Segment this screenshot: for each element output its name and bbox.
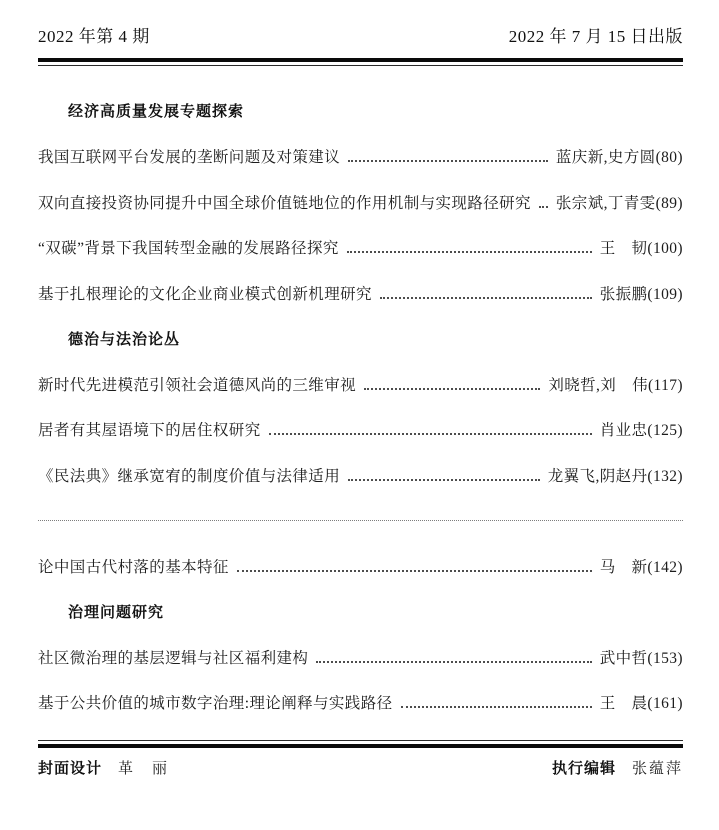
executive-editor-label: 执行编辑 [551,760,616,777]
toc-entry [38,225,683,271]
dot-leader [267,407,594,453]
toc-list [38,88,683,725]
dot-leader [378,270,594,316]
article-title: 双向直接投资协同提升中国全球价值链地位的作用机制与实现路径研究 [38,194,531,212]
toc-entry [38,407,683,453]
article-title: “双碳”背景下我国转型金融的发展路径探究 [38,240,339,258]
article-authors-page: 马 新(142) [599,558,683,576]
toc-entry [38,179,683,225]
article-authors-page: 王 韧(100) [599,240,683,258]
article-authors-page: 龙翼飞,阴赵丹(132) [547,467,683,485]
cover-design-name: 革 丽 [118,761,170,777]
article-authors-page: 肖业忠(125) [599,422,683,440]
article-authors-page: 刘晓哲,刘 伟(117) [548,376,683,394]
divider-dotted-line [38,520,683,521]
article-authors-page: 蓝庆新,史方圆(80) [555,149,683,167]
dot-leader [235,543,594,589]
journal-issue: 2022 年第 4 期 [38,27,150,46]
article-title: 居者有其屋语境下的居住权研究 [38,422,261,440]
article-title: 《民法典》继承宽宥的制度价值与法律适用 [38,467,341,485]
toc-entry [38,680,683,726]
toc-entry [38,452,683,498]
footer-rule [38,740,683,748]
publish-date: 2022 年 7 月 15 日出版 [508,27,683,46]
section-heading: 治理问题研究 [68,603,165,621]
dot-leader [346,452,542,498]
toc-entry [38,361,683,407]
cover-design-credit [38,757,169,778]
dot-leader [345,225,594,271]
dot-leader [314,634,593,680]
toc-entry [38,134,683,180]
executive-editor-name: 张蕴萍 [631,761,683,777]
dot-leader [362,361,542,407]
toc-entry [38,270,683,316]
toc-entry [38,543,683,589]
article-authors-page: 武中哲(153) [599,649,683,667]
toc-entry [38,634,683,680]
article-title: 社区微治理的基层逻辑与社区福利建构 [38,649,309,667]
article-title: 我国互联网平台发展的垄断问题及对策建议 [38,149,341,167]
article-title: 新时代先进模范引领社会道德风尚的三维审视 [38,376,357,394]
section-heading: 德治与法治论丛 [68,330,181,348]
article-title: 基于公共价值的城市数字治理:理论阐释与实践路径 [38,695,393,713]
article-authors-page: 王 晨(161) [599,695,683,713]
header-rule [38,58,683,66]
article-title: 基于扎根理论的文化企业商业模式创新机理研究 [38,285,372,303]
footer [38,757,683,778]
section-heading: 经济高质量发展专题探索 [68,103,245,121]
article-authors-page: 张宗斌,丁青雯(89) [555,194,683,212]
executive-editor-credit [552,757,683,778]
article-title: 论中国古代村落的基本特征 [38,558,229,576]
article-authors-page: 张振鹏(109) [599,285,683,303]
masthead [38,26,683,48]
dot-leader [537,179,550,225]
dot-leader [346,134,550,180]
cover-design-label: 封面设计 [38,760,103,777]
section-divider [38,498,683,544]
dot-leader [399,680,594,726]
